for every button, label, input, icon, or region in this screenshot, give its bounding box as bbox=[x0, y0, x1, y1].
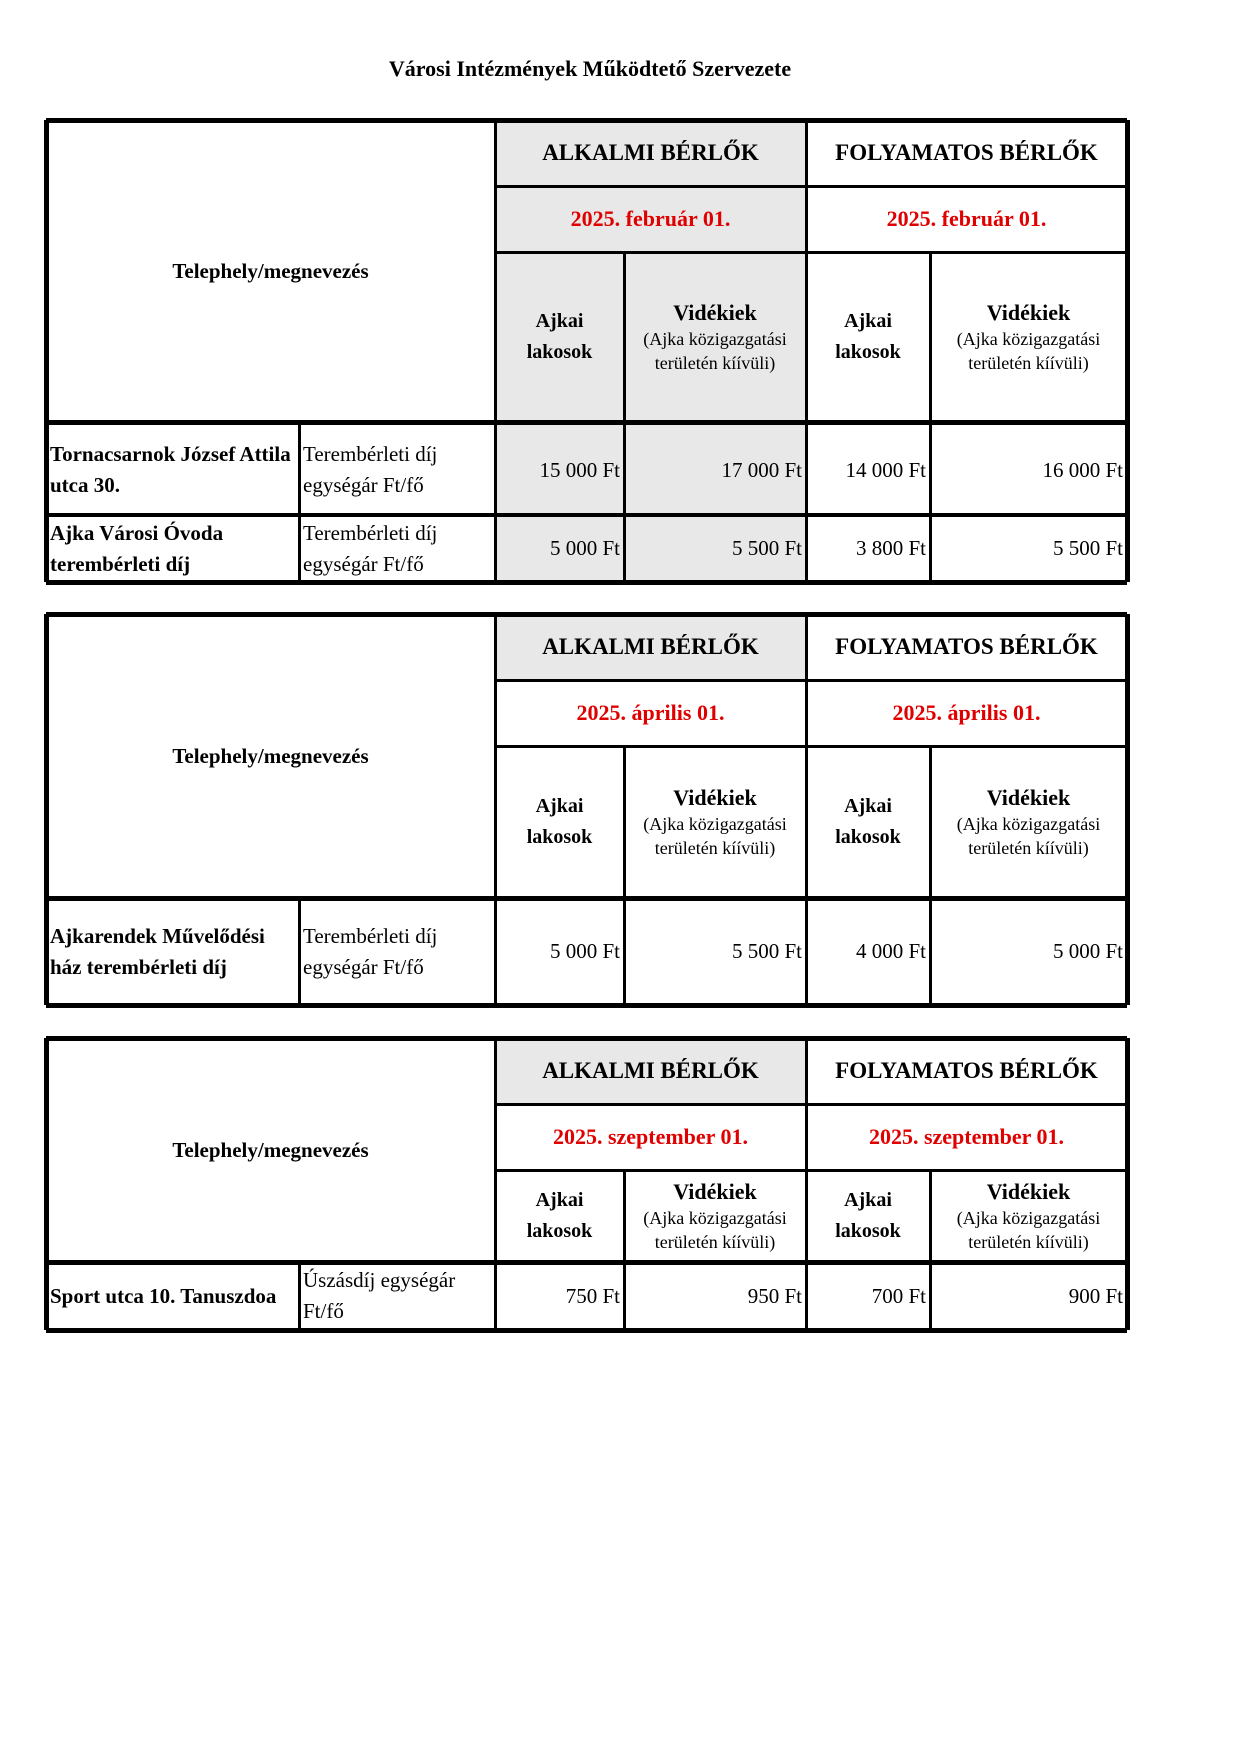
col-header-local-label: Ajkai lakosok bbox=[526, 1189, 593, 1242]
site-name: Sport utca 10. Tanuszdoa bbox=[50, 1283, 277, 1308]
table-border bbox=[805, 120, 808, 582]
continuous-date-label: 2025. április 01. bbox=[892, 700, 1041, 725]
col-header-rural-title: Vidékiek bbox=[673, 1179, 757, 1204]
col-header-local bbox=[495, 252, 624, 422]
col-header-rural-title: Vidékiek bbox=[986, 1179, 1071, 1204]
col-header-rural-wrap bbox=[944, 1178, 1114, 1254]
location-header-label: Telephely/megnevezés bbox=[172, 743, 369, 768]
table-border bbox=[298, 1262, 301, 1330]
site-name: Tornacsarnok József Attila utca 30. bbox=[50, 442, 291, 497]
fee-type: Úszásdíj egységár Ft/fő bbox=[303, 1268, 456, 1323]
col-header-rural-wrap bbox=[630, 299, 800, 375]
price-cell bbox=[806, 425, 930, 515]
col-header-rural bbox=[624, 1170, 806, 1262]
col-header-rural-title: Vidékiek bbox=[986, 300, 1071, 325]
price-cell bbox=[930, 898, 1127, 1005]
price-value: 750 Ft bbox=[565, 1283, 620, 1308]
col-header-rural-note: (Ajka közigazgatási területén kíívüli) bbox=[956, 1208, 1101, 1252]
table-border bbox=[46, 1260, 1127, 1265]
col-header-rural-note: (Ajka közigazgatási területén kíívüli) bbox=[643, 1208, 787, 1252]
price-cell bbox=[806, 898, 930, 1005]
table-border bbox=[494, 120, 497, 582]
continuous-renters-header bbox=[806, 1038, 1127, 1104]
col-header-rural bbox=[624, 252, 806, 422]
continuous-renters-label: FOLYAMATOS BÉRLŐK bbox=[835, 1058, 1098, 1083]
col-header-local-label: Ajkai lakosok bbox=[835, 310, 901, 363]
col-header-local-wrap bbox=[823, 306, 913, 368]
occasional-renters-label: ALKALMI BÉRLŐK bbox=[542, 1058, 759, 1083]
fee-type: Terembérleti díj egységár Ft/fő bbox=[303, 923, 438, 979]
price-value: 5 000 Ft bbox=[549, 939, 620, 963]
table-row-fee bbox=[299, 515, 495, 582]
price-value: 5 500 Ft bbox=[731, 536, 802, 560]
occasional-date bbox=[495, 1104, 806, 1170]
price-cell bbox=[806, 515, 930, 582]
price-value: 950 Ft bbox=[747, 1283, 802, 1308]
table-border bbox=[623, 252, 626, 582]
col-header-local-label: Ajkai lakosok bbox=[526, 310, 593, 363]
col-header-rural-note: (Ajka közigazgatási területén kíívüli) bbox=[643, 814, 787, 858]
price-cell bbox=[624, 1262, 806, 1330]
col-header-rural bbox=[930, 1170, 1127, 1262]
table-border bbox=[46, 420, 1127, 425]
price-cell bbox=[495, 1262, 624, 1330]
continuous-date-label: 2025. szeptember 01. bbox=[868, 1124, 1065, 1149]
col-header-rural-wrap bbox=[944, 784, 1114, 860]
table-border bbox=[44, 120, 49, 582]
site-name: Ajka Városi Óvoda terembérleti díj bbox=[50, 520, 224, 576]
table-border bbox=[495, 745, 1127, 748]
table-border bbox=[46, 580, 1127, 585]
table-row-fee bbox=[299, 898, 495, 1005]
col-header-rural-note: (Ajka közigazgatási területén kíívüli) bbox=[956, 814, 1101, 858]
table-row-name bbox=[46, 425, 299, 515]
continuous-date bbox=[806, 680, 1127, 746]
occasional-date bbox=[495, 186, 806, 252]
continuous-renters-header bbox=[806, 120, 1127, 186]
location-header bbox=[46, 120, 495, 422]
price-cell bbox=[495, 425, 624, 515]
table-border bbox=[1125, 120, 1130, 582]
col-header-local bbox=[806, 746, 930, 898]
occasional-renters-header bbox=[495, 120, 806, 186]
price-value: 14 000 Ft bbox=[845, 457, 926, 482]
location-header-label: Telephely/megnevezés bbox=[172, 258, 369, 283]
table-row-fee bbox=[299, 425, 495, 515]
col-header-local-wrap bbox=[515, 791, 605, 853]
price-value: 3 800 Ft bbox=[855, 536, 926, 560]
price-cell bbox=[930, 1262, 1127, 1330]
price-value: 900 Ft bbox=[1068, 1283, 1123, 1308]
table-row-name bbox=[46, 1262, 299, 1330]
table-border bbox=[494, 1038, 497, 1330]
col-header-local bbox=[495, 746, 624, 898]
table-border bbox=[495, 1103, 1127, 1106]
table-border bbox=[46, 896, 1127, 901]
table-border bbox=[1125, 1038, 1130, 1330]
col-header-rural-note: (Ajka közigazgatási területén kíívüli) bbox=[643, 329, 787, 373]
col-header-local-wrap bbox=[823, 791, 913, 853]
price-value: 4 000 Ft bbox=[855, 939, 926, 963]
table-border bbox=[298, 422, 301, 582]
col-header-local bbox=[806, 252, 930, 422]
col-header-local-wrap bbox=[515, 1185, 605, 1247]
price-value: 5 000 Ft bbox=[549, 536, 620, 560]
col-header-rural bbox=[624, 746, 806, 898]
col-header-rural-title: Vidékiek bbox=[986, 785, 1071, 810]
table-border bbox=[495, 251, 1127, 254]
col-header-rural-wrap bbox=[944, 299, 1114, 375]
col-header-local bbox=[806, 1170, 930, 1262]
continuous-renters-label: FOLYAMATOS BÉRLŐK bbox=[835, 634, 1098, 659]
table-border bbox=[929, 1170, 932, 1330]
col-header-local-wrap bbox=[515, 306, 605, 368]
price-value: 17 000 Ft bbox=[721, 457, 802, 482]
price-cell bbox=[806, 1262, 930, 1330]
table-border bbox=[46, 1328, 1127, 1333]
col-header-rural-title: Vidékiek bbox=[673, 785, 757, 810]
table-border bbox=[805, 1038, 808, 1330]
table-border bbox=[805, 614, 808, 1005]
location-header bbox=[46, 1038, 495, 1262]
price-value: 15 000 Ft bbox=[539, 457, 620, 482]
continuous-date bbox=[806, 186, 1127, 252]
price-cell bbox=[624, 515, 806, 582]
occasional-date bbox=[495, 680, 806, 746]
occasional-renters-label: ALKALMI BÉRLŐK bbox=[542, 634, 759, 659]
col-header-rural-note: (Ajka közigazgatási területén kíívüli) bbox=[956, 329, 1101, 373]
fee-type: Terembérleti díj egységár Ft/fő bbox=[303, 520, 438, 576]
continuous-date-label: 2025. február 01. bbox=[886, 206, 1047, 231]
table-border bbox=[623, 746, 626, 1005]
occasional-date-label: 2025. február 01. bbox=[570, 206, 731, 231]
col-header-local bbox=[495, 1170, 624, 1262]
price-value: 5 500 Ft bbox=[731, 939, 802, 963]
col-header-local-label: Ajkai lakosok bbox=[835, 795, 901, 848]
col-header-rural-title: Vidékiek bbox=[673, 300, 757, 325]
col-header-rural bbox=[930, 746, 1127, 898]
location-header-label: Telephely/megnevezés bbox=[172, 1137, 369, 1162]
col-header-rural bbox=[930, 252, 1127, 422]
table-border bbox=[929, 252, 932, 582]
price-value: 16 000 Ft bbox=[1042, 457, 1123, 482]
occasional-date-label: 2025. április 01. bbox=[576, 700, 725, 725]
price-cell bbox=[930, 515, 1127, 582]
table-border bbox=[623, 1170, 626, 1330]
table-row-fee bbox=[299, 1262, 495, 1330]
table-border bbox=[46, 612, 1127, 617]
occasional-renters-header bbox=[495, 1038, 806, 1104]
col-header-rural-wrap bbox=[630, 1178, 800, 1254]
continuous-renters-header bbox=[806, 614, 1127, 680]
table-border bbox=[46, 513, 1127, 517]
price-value: 700 Ft bbox=[871, 1283, 926, 1308]
price-value: 5 500 Ft bbox=[1052, 536, 1123, 560]
site-name: Ajkarendek Művelődési ház terembérleti díj bbox=[50, 923, 265, 979]
col-header-local-label: Ajkai lakosok bbox=[835, 1189, 901, 1242]
table-border bbox=[929, 746, 932, 1005]
table-border bbox=[495, 1169, 1127, 1172]
occasional-renters-label: ALKALMI BÉRLŐK bbox=[542, 140, 759, 165]
table-border bbox=[46, 118, 1127, 123]
continuous-date bbox=[806, 1104, 1127, 1170]
occasional-date-label: 2025. szeptember 01. bbox=[552, 1124, 749, 1149]
page-title: Városi Intézmények Működtető Szervezete bbox=[388, 56, 792, 81]
table-border bbox=[494, 614, 497, 1005]
col-header-rural-wrap bbox=[630, 784, 800, 860]
occasional-renters-header bbox=[495, 614, 806, 680]
location-header bbox=[46, 614, 495, 898]
price-cell bbox=[930, 425, 1127, 515]
table-border bbox=[495, 679, 1127, 682]
price-cell bbox=[624, 425, 806, 515]
continuous-renters-label: FOLYAMATOS BÉRLŐK bbox=[835, 140, 1098, 165]
table-border bbox=[1125, 614, 1130, 1005]
table-border bbox=[44, 1038, 49, 1330]
price-cell bbox=[495, 898, 624, 1005]
col-header-local-wrap bbox=[823, 1185, 913, 1247]
table-row-name bbox=[46, 515, 299, 582]
fee-type: Terembérleti díj egységár Ft/fő bbox=[303, 442, 438, 497]
table-border bbox=[46, 1036, 1127, 1041]
table-border bbox=[298, 898, 301, 1005]
col-header-local-label: Ajkai lakosok bbox=[526, 795, 593, 848]
price-cell bbox=[624, 898, 806, 1005]
price-cell bbox=[495, 515, 624, 582]
table-row-name bbox=[46, 898, 299, 1005]
table-border bbox=[495, 185, 1127, 188]
table-border bbox=[44, 614, 49, 1005]
table-border bbox=[46, 1003, 1127, 1008]
price-value: 5 000 Ft bbox=[1052, 939, 1123, 963]
